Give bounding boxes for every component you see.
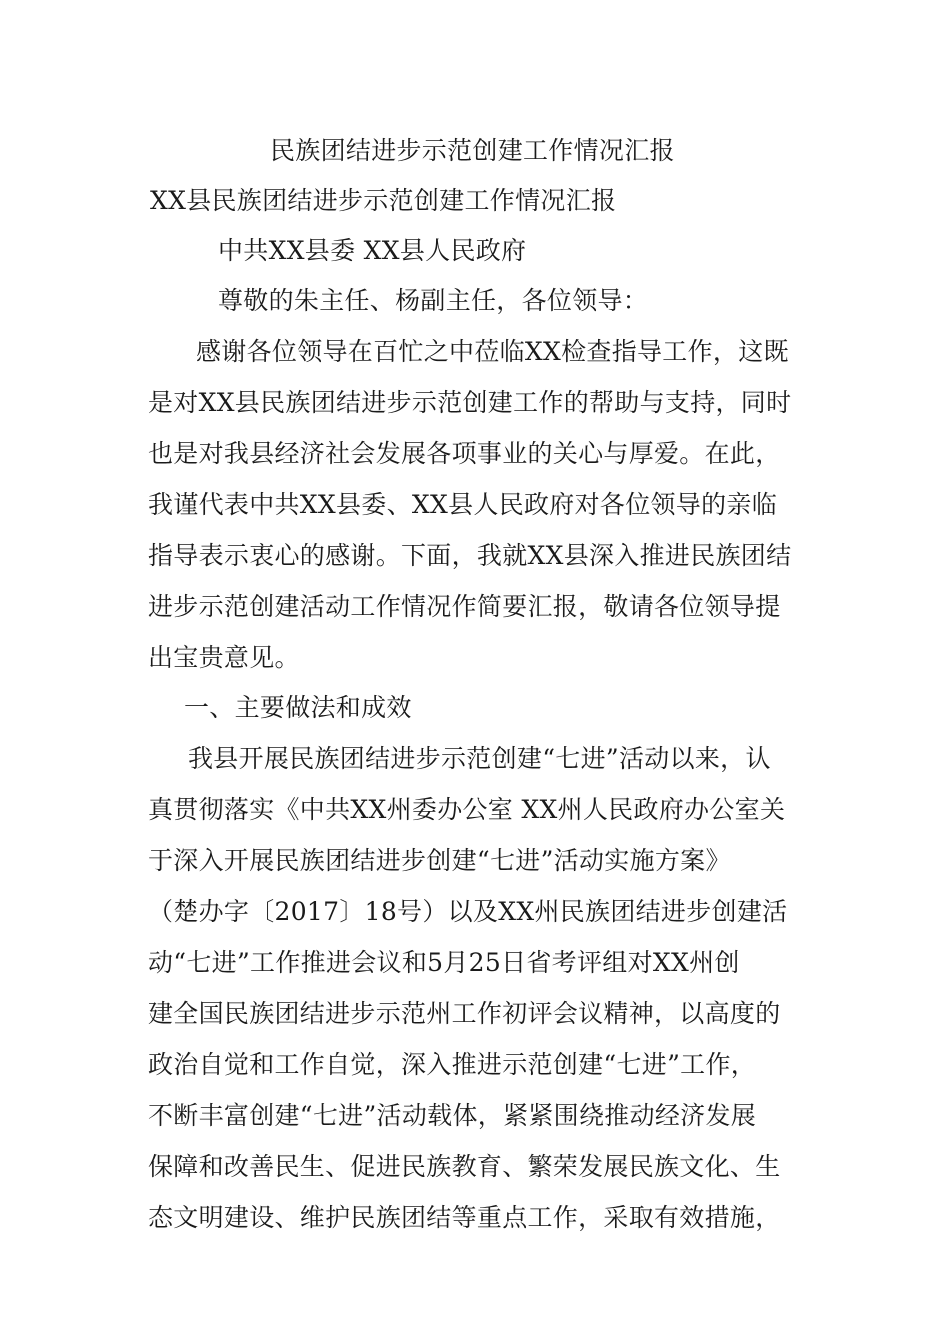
- intro-paragraph: [148, 326, 808, 683]
- paragraph-line: 建全国民族团结进步示范州工作初评会议精神，以高度的: [148, 999, 781, 1028]
- document-title: 民族团结进步示范创建工作情况汇报: [270, 136, 675, 165]
- paragraph-line: 政治自觉和工作自觉，深入推进示范创建“七进”工作，: [148, 1050, 757, 1079]
- paragraph-line: 态文明建设、维护民族团结等重点工作，采取有效措施，: [148, 1203, 781, 1232]
- paragraph-line: 我谨代表中共XX县委、XX县人民政府对各位领导的亲临: [148, 490, 777, 519]
- body-paragraph: [148, 733, 808, 1243]
- paragraph-line: 出宝贵意见。: [148, 643, 300, 672]
- document-subtitle: XX县民族团结进步示范创建工作情况汇报: [150, 186, 617, 215]
- paragraph-line: 我县开展民族团结进步示范创建“七进”活动以来，认: [188, 744, 771, 773]
- paragraph-line: （楚办字〔2017〕18号）以及XX州民族团结进步创建活: [148, 897, 788, 926]
- paragraph-line: 也是对我县经济社会发展各项事业的关心与厚爱。在此，: [148, 439, 781, 468]
- document-author: 中共XX县委 XX县人民政府: [218, 236, 527, 265]
- section-heading-text: 一、主要做法和成效: [184, 693, 412, 722]
- paragraph-line: 感谢各位领导在百忙之中莅临XX检查指导工作，这既: [196, 337, 789, 366]
- paragraph-line: 真贯彻落实《中共XX州委办公室 XX州人民政府办公室关: [148, 795, 786, 824]
- paragraph-line: 指导表示衷心的感谢。下面，我就XX县深入推进民族团结: [148, 541, 792, 570]
- paragraph-line: 动“七进”工作推进会议和5月25日省考评组对XX州创: [148, 948, 740, 977]
- document-greeting: 尊敬的朱主任、杨副主任，各位领导：: [218, 286, 649, 315]
- paragraph-line: 是对XX县民族团结进步示范创建工作的帮助与支持，同时: [148, 388, 792, 417]
- paragraph-line: 进步示范创建活动工作情况作简要汇报，敬请各位领导提: [148, 592, 781, 621]
- paragraph-line: 不断丰富创建“七进”活动载体，紧紧围绕推动经济发展: [148, 1101, 757, 1130]
- paragraph-line: 于深入开展民族团结进步创建“七进”活动实施方案》: [148, 846, 731, 875]
- paragraph-line: 保障和改善民生、促进民族教育、繁荣发展民族文化、生: [148, 1152, 781, 1181]
- section-heading: [148, 682, 808, 733]
